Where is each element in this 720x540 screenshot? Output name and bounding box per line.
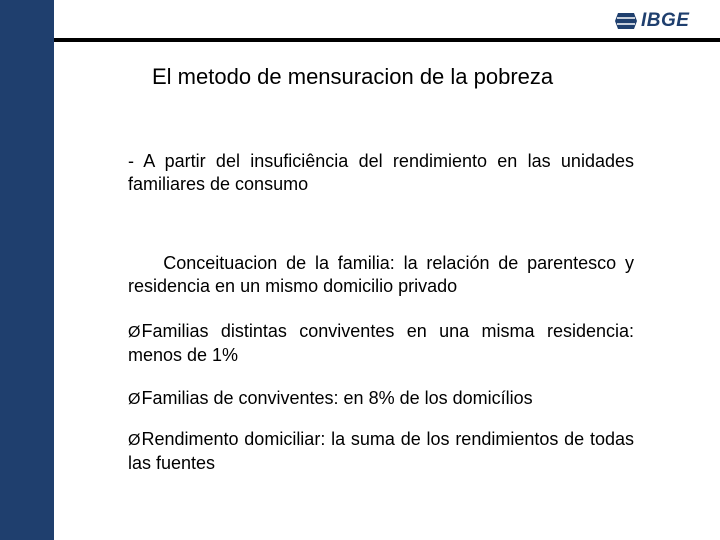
bullet-paragraph <box>128 428 634 475</box>
bullet-paragraph <box>128 150 634 196</box>
bullet-paragraph <box>128 229 639 298</box>
bullet-text: Rendimento domiciliar: la suma de los rendimientos de todas las fuentes <box>128 429 634 473</box>
bullet-text: Conceituacion de la familia: la relación de parentesco y residencia en un mismo domicilio privado <box>128 253 639 296</box>
arrow-bullet-icon: Ø <box>128 324 141 341</box>
arrow-bullet-icon: Ø <box>128 432 141 449</box>
left-sidebar-bar <box>0 0 54 540</box>
slide-title: El metodo de mensuracion de la pobreza <box>152 64 554 89</box>
bullet-paragraph <box>128 387 634 411</box>
bullet-text: Familias distintas conviventes en una misma residencia: menos de 1% <box>128 321 634 365</box>
ibge-logo <box>614 8 689 34</box>
ibge-emblem-icon <box>614 12 638 30</box>
arrow-bullet-icon: Ø <box>128 391 141 408</box>
bullet-text: - A partir del insuficiência del rendimiento en las unidades familiares de consumo <box>128 151 634 194</box>
bullet-text: Familias de conviventes: en 8% de los domicílios <box>141 388 533 408</box>
logo-text: IBGE <box>641 10 690 31</box>
bullet-paragraph <box>128 320 634 367</box>
header-divider <box>54 38 720 42</box>
